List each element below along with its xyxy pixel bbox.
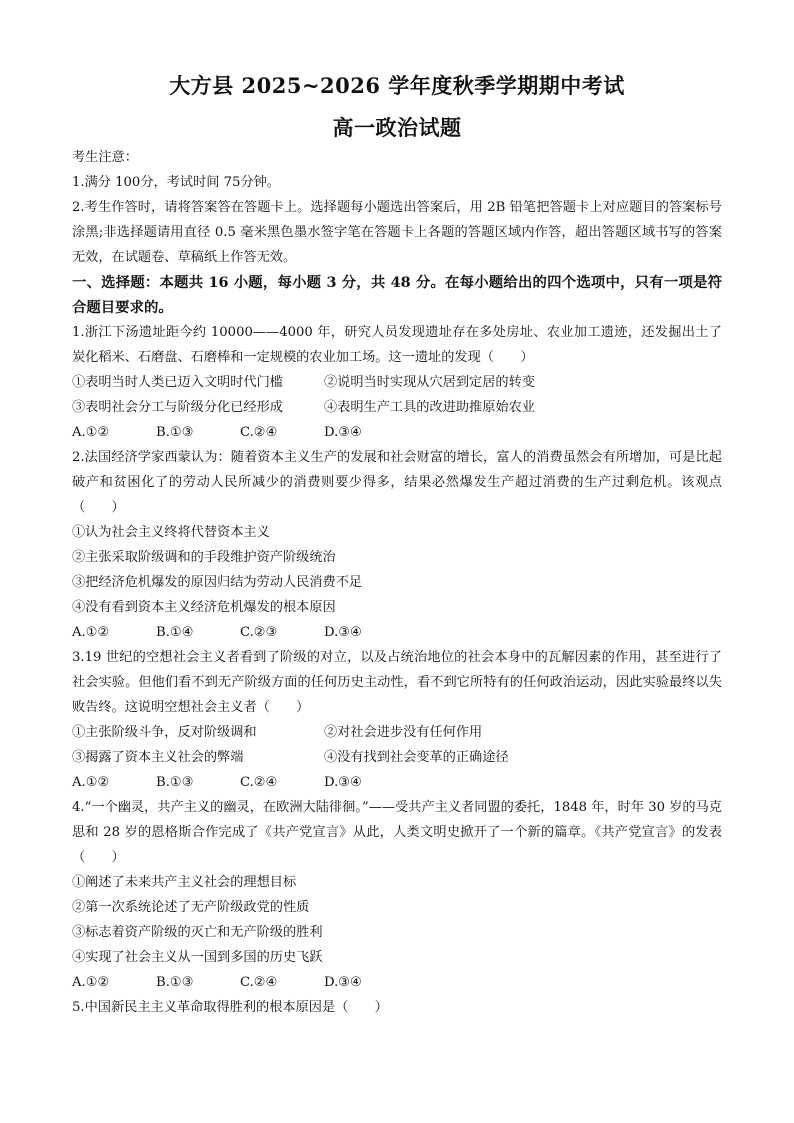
question-1-statement-2: ②说明当时实现从穴居到定居的转变 [324,375,535,390]
question-2-option-c[interactable]: C.②③ [240,625,278,640]
question-1-option-d[interactable]: D.③④ [324,425,362,440]
section-heading: 一、选择题：本题共 16 小题，每小题 3 分，共 48 分。在每小题给出的四个选项中，只有一项是符合题目要求的。 [72,274,722,316]
question-2-statement-4: ④没有看到资本主义经济危机爆发的根本原因 [72,600,336,615]
question-2-options [72,620,408,645]
question-1-statement-3: ③表明社会分工与阶级分化已经形成 [72,400,283,415]
question-1-option-a[interactable]: A.①② [72,425,110,440]
notice-heading: 考生注意： [72,150,138,165]
question-3-statement-3: ③揭露了资本主义社会的弊端 [72,750,244,765]
question-3-statement-4: ④没有找到社会变革的正确途径 [324,750,509,765]
question-1-statement-4: ④表明生产工具的改进助推原始农业 [324,400,535,415]
question-1-option-b[interactable]: B.①③ [156,425,194,440]
question-1-option-c[interactable]: C.②④ [240,425,278,440]
question-4-stem: 4.“一个幽灵，共产主义的幽灵，在欧洲大陆徘徊。”——受共产主义者同盟的委托，1848 年，时年 30 岁的马克思和 28 岁的恩格斯合作完成了《共产党宣言》从此，人类文明史掀开了一个新的篇章。《共产党宣言》的发表（ ） [72,800,722,865]
notice-item-2: 2.考生作答时，请将答案答在答题卡上。选择题每小题选出答案后，用 2B 铅笔把答题卡上对应题目的答案标号涂黑;非选择题请用直径 0.5 毫米黑色墨水签字笔在答题卡上各题的答题区域内作答，超出答题区域书写的答案无效，在试题卷、草稿纸上作答无效。 [72,200,722,265]
question-3-option-a[interactable]: A.①② [72,775,110,790]
question-4-option-d[interactable]: D.③④ [324,975,362,990]
question-3-option-b[interactable]: B.①③ [156,775,194,790]
question-2-option-a[interactable]: A.①② [72,625,110,640]
notice-item-1: 1.满分 100分，考试时间 75分钟。 [72,175,280,190]
question-4-statement-2: ②第一次系统论述了无产阶级政党的性质 [72,900,310,915]
question-4-options [72,970,408,995]
question-2-stem: 2.法国经济学家西蒙认为：随着资本主义生产的发展和社会财富的增长，富人的消费虽然会有所增加，可是比起破产和贫困化了的劳动人民所减少的消费则要少得多，结果必然爆发生产超过消费的生产过剩危机。该观点（ ） [72,450,722,515]
question-1-stem: 1.浙江下汤遗址距今约 10000——4000 年，研究人员发现遗址存在多处房址、农业加工遗迹，还发掘出土了炭化稻米、石磨盘、石磨棒和一定规模的农业加工场。这一遗址的发现（ ） [72,325,722,365]
question-4-option-a[interactable]: A.①② [72,975,110,990]
question-4-statement-1: ①阐述了未来共产主义社会的理想目标 [72,875,297,890]
question-4-statement-3: ③标志着资产阶级的灭亡和无产阶级的胜利 [72,925,323,940]
question-2-statement-3: ③把经济危机爆发的原因归结为劳动人民消费不足 [72,575,363,590]
question-3-option-d[interactable]: D.③④ [324,775,362,790]
question-3-statement-2: ②对社会进步没有任何作用 [324,725,483,740]
question-4-option-c[interactable]: C.②④ [240,975,278,990]
question-4-statement-4: ④实现了社会主义从一国到多国的历史飞跃 [72,950,323,965]
question-2-statement-1: ①认为社会主义终将代替资本主义 [72,525,270,540]
question-2-option-d[interactable]: D.③④ [324,625,362,640]
question-1-statement-1: ①表明当时人类已迈入文明时代门槛 [72,375,283,390]
question-2-option-b[interactable]: B.①④ [156,625,194,640]
question-4-option-b[interactable]: B.①③ [156,975,194,990]
question-2-statement-2: ②主张采取阶级调和的手段维护资产阶级统治 [72,550,336,565]
question-3-statement-1: ①主张阶级斗争，反对阶级调和 [72,725,257,740]
question-3-option-c[interactable]: C.②④ [240,775,278,790]
exam-title: 大方县 2025~2026 学年度秋季学期期中考试 [169,73,625,98]
exam-subtitle: 高一政治试题 [332,115,462,140]
question-3-options [72,770,408,795]
question-5-stem: 5.中国新民主主义革命取得胜利的根本原因是（ ） [72,1000,388,1015]
question-1-options [72,420,408,445]
question-3-stem: 3.19 世纪的空想社会主义者看到了阶级的对立，以及占统治地位的社会本身中的瓦解因素的作用，甚至进行了社会实验。但他们看不到无产阶级方面的任何历史主动性，看不到它所特有的任何政治运动，因此实验最终以失败告终。这说明空想社会主义者（ ） [72,650,722,715]
